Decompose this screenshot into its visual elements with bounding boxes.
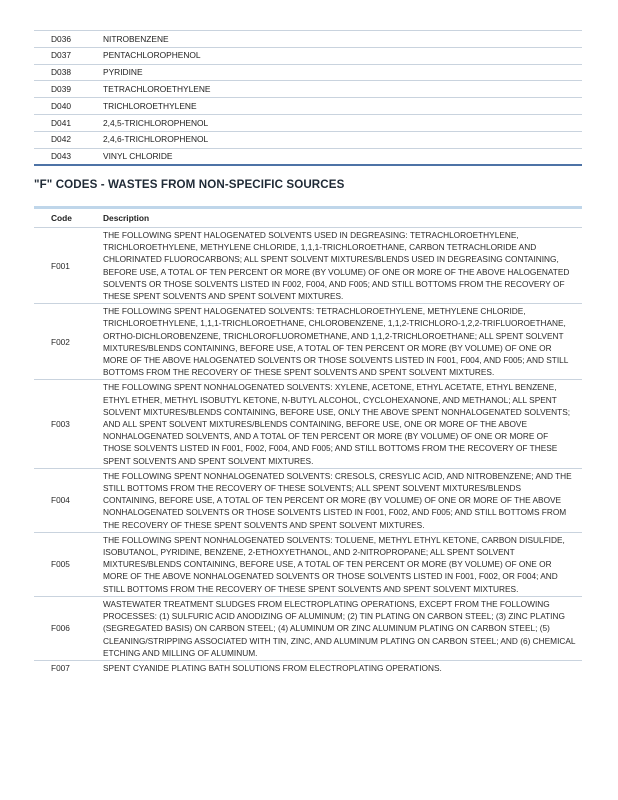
- waste-code: F003: [34, 380, 101, 468]
- table-row: [34, 532, 582, 596]
- code-column-header: Code: [34, 208, 101, 228]
- waste-code: F002: [34, 304, 101, 380]
- table-row: [34, 468, 582, 532]
- waste-code: F007: [51, 662, 70, 673]
- waste-code: D042: [34, 131, 101, 148]
- f-codes-table: [34, 206, 582, 675]
- d-codes-table: [34, 30, 582, 166]
- waste-code: F005: [34, 532, 101, 596]
- waste-name: 2,4,5-TRICHLOROPHENOL: [101, 114, 582, 131]
- table-row: [34, 31, 582, 48]
- table-header-row: [34, 208, 582, 228]
- waste-code: D043: [34, 148, 101, 165]
- table-row: [34, 228, 582, 304]
- waste-name: PYRIDINE: [101, 64, 582, 81]
- table-row: [34, 660, 582, 675]
- waste-name: 2,4,6-TRICHLOROPHENOL: [101, 131, 582, 148]
- waste-name: PENTACHLOROPHENOL: [101, 47, 582, 64]
- waste-name: NITROBENZENE: [101, 31, 582, 48]
- waste-description: WASTEWATER TREATMENT SLUDGES FROM ELECTROPLATING OPERATIONS, EXCEPT FROM THE FOLLOWING PROCESSES: (1) SULFURIC ACID ANODIZING OF ALUMINUM; (2) TIN PLATING ON CARBON STEEL; (3) ZINC PLATING (SEGREGATED BASIS) ON CARBON STEEL; (4) ALUMINUM OR ZINC ALUMINUM PLATING ON CARBON STEEL; (5) CLEANING/STRIPPING ASSOCIATED WITH TIN, ZINC, AND ALUMINUM PLATING ON CARBON STEEL; AND (6) CHEMICAL ETCHING AND MILLING OF ALUMINUM.: [101, 596, 582, 660]
- table-row: [34, 304, 582, 380]
- waste-name: VINYL CHLORIDE: [101, 148, 582, 165]
- waste-code: D036: [34, 31, 101, 48]
- waste-name: TETRACHLOROETHYLENE: [101, 81, 582, 98]
- waste-description: THE FOLLOWING SPENT NONHALOGENATED SOLVENTS: TOLUENE, METHYL ETHYL KETONE, CARBON DISULFIDE, ISOBUTANOL, PYRIDINE, BENZENE, 2-ETHOXYETHANOL, AND 2-NITROPROPANE; ALL SPENT SOLVENT MIXTURES/BLENDS CONTAINING, BEFORE USE, A TOTAL OF TEN PERCENT OR MORE (BY VOLUME) OF ONE OR MORE OF THE ABOVE NONHALOGENATED SOLVENTS OR THOSE SOLVENTS LISTED IN F001, F002, OR F004; AND STILL BOTTOMS FROM THE RECOVERY OF THESE SPENT SOLVENTS AND SPENT SOLVENT MIXTURES.: [101, 532, 582, 596]
- table-row: [34, 98, 582, 115]
- waste-code: F004: [34, 468, 101, 532]
- table-row: [34, 64, 582, 81]
- table-row: [34, 596, 582, 660]
- waste-code: F006: [34, 596, 101, 660]
- waste-description: THE FOLLOWING SPENT HALOGENATED SOLVENTS: TETRACHLOROETHYLENE, METHYLENE CHLORIDE, TRICHLOROETHYLENE, 1,1,1-TRICHLOROETHANE, CHLOROBENZENE, 1,1,2-TRICHLORO-1,2,2-TRIFLUOROETHANE, ORTHO-DICHLOROBENZENE, TRICHLOROFLUOROMETHANE, AND 1,1,2-TRICHLOROETHANE; ALL SPENT SOLVENT MIXTURES/BLENDS CONTAINING, BEFORE USE, A TOTAL OF TEN PERCENT OR MORE (BY VOLUME) OF ONE OR MORE OF THE ABOVE HALOGENATED SOLVENTS OR THOSE SOLVENTS LISTED IN F001, F004, AND F005; AND STILL BOTTOMS FROM THE RECOVERY OF THESE SPENT SOLVENTS AND SPENT SOLVENT MIXTURES.: [101, 304, 582, 380]
- table-row: [34, 81, 582, 98]
- description-column-header: Description: [101, 208, 582, 228]
- waste-code: D041: [34, 114, 101, 131]
- waste-code: D037: [34, 47, 101, 64]
- waste-code: D039: [34, 81, 101, 98]
- table-row: [34, 47, 582, 64]
- table-row: [34, 131, 582, 148]
- table-row: [34, 380, 582, 468]
- table-row: [34, 148, 582, 165]
- waste-description: THE FOLLOWING SPENT HALOGENATED SOLVENTS USED IN DEGREASING: TETRACHLOROETHYLENE, TRICHLOROETHYLENE, METHYLENE CHLORIDE, 1,1,1-TRICHLOROETHANE, CARBON TETRACHLORIDE AND CHLORINATED FLUOROCARBONS; ALL SPENT SOLVENT MIXTURES/BLENDS USED IN DEGREASING CONTAINING, BEFORE USE, A TOTAL OF TEN PERCENT OR MORE (BY VOLUME) OF ONE OR MORE OF THE ABOVE HALOGENATED SOLVENTS OR THOSE SOLVENTS LISTED IN F002, F004, AND F005; AND STILL BOTTOMS FROM THE RECOVERY OF THESE SPENT SOLVENTS AND SPENT SOLVENT MIXTURES.: [101, 228, 582, 304]
- waste-code: D038: [34, 64, 101, 81]
- waste-code: D040: [34, 98, 101, 115]
- waste-description: THE FOLLOWING SPENT NONHALOGENATED SOLVENTS: XYLENE, ACETONE, ETHYL ACETATE, ETHYL BENZENE, ETHYL ETHER, METHYL ISOBUTYL KETONE, N-BUTYL ALCOHOL, CYCLOHEXANONE, AND METHANOL; ALL SPENT SOLVENT MIXTURES/BLENDS CONTAINING, BEFORE USE, ONLY THE ABOVE SPENT NONHALOGENATED SOLVENTS; AND ALL SPENT SOLVENT MIXTURES/BLENDS CONTAINING, BEFORE USE, ONE OR MORE OF THE ABOVE NONHALOGENATED SOLVENTS, AND A TOTAL OF TEN PERCENT OR MORE (BY VOLUME) OF ONE OR MORE OF THOSE SOLVENTS LISTED IN F001, F002, F004, AND F005; AND STILL BOTTOMS FROM THE RECOVERY OF THESE SPENT SOLVENTS AND SPENT SOLVENT MIXTURES.: [101, 380, 582, 468]
- waste-description: SPENT CYANIDE PLATING BATH SOLUTIONS FROM ELECTROPLATING OPERATIONS.: [103, 662, 442, 673]
- waste-code: F001: [34, 228, 101, 304]
- table-row: [34, 114, 582, 131]
- section-heading: "F" CODES - WASTES FROM NON-SPECIFIC SOURCES: [34, 178, 345, 191]
- waste-name: TRICHLOROETHYLENE: [101, 98, 582, 115]
- waste-description: THE FOLLOWING SPENT NONHALOGENATED SOLVENTS: CRESOLS, CRESYLIC ACID, AND NITROBENZENE; AND THE STILL BOTTOMS FROM THE RECOVERY OF THESE SOLVENTS; ALL SPENT SOLVENT MIXTURES/BLENDS CONTAINING, BEFORE USE, A TOTAL OF TEN PERCENT OR MORE (BY VOLUME) OF ONE OR MORE OF THE ABOVE NONHALOGENATED SOLVENTS OR THOSE SOLVENTS LISTED IN F001, F002, AND F005; AND STILL BOTTOMS FROM THE RECOVERY OF THESE SPENT SOLVENTS AND SPENT SOLVENT MIXTURES.: [101, 468, 582, 532]
